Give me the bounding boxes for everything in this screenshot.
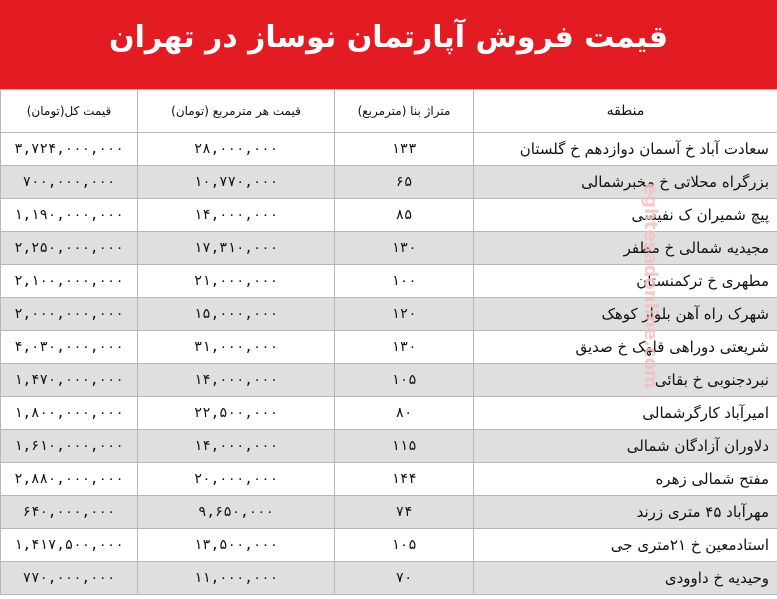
area-cell: ۸۵ [335, 199, 474, 232]
area-cell: ۱۲۰ [335, 298, 474, 331]
area-cell: ۱۱۵ [335, 430, 474, 463]
area-cell: ۱۴۴ [335, 463, 474, 496]
area-cell: ۸۰ [335, 397, 474, 430]
price-per-m2-cell: ۳۱,۰۰۰,۰۰۰ [138, 331, 335, 364]
region-cell: نبردجنوبی خ بقائی [474, 364, 777, 397]
header-area: متراژ بنا (مترمربع) [335, 90, 474, 133]
region-cell: مفتح شمالی زهره [474, 463, 777, 496]
price-per-m2-cell: ۲۰,۰۰۰,۰۰۰ [138, 463, 335, 496]
area-cell: ۱۰۵ [335, 364, 474, 397]
table-row [1, 397, 777, 430]
watermark: eghtesadonline.com [640, 183, 661, 389]
table-header-row [1, 90, 777, 133]
area-cell: ۱۰۵ [335, 529, 474, 562]
table-row [1, 166, 777, 199]
area-cell: ۱۳۰ [335, 232, 474, 265]
area-cell: ۱۳۰ [335, 331, 474, 364]
total-price-cell: ۲,۲۵۰,۰۰۰,۰۰۰ [1, 232, 138, 265]
total-price-cell: ۲,۱۰۰,۰۰۰,۰۰۰ [1, 265, 138, 298]
total-price-cell: ۳,۷۲۴,۰۰۰,۰۰۰ [1, 133, 138, 166]
region-cell: بزرگراه محلاتی خ مخبرشمالی [474, 166, 777, 199]
region-cell: پیچ شمیران ک نفیسی [474, 199, 777, 232]
region-cell: دلاوران آزادگان شمالی [474, 430, 777, 463]
total-price-cell: ۱,۱۹۰,۰۰۰,۰۰۰ [1, 199, 138, 232]
total-price-cell: ۲,۰۰۰,۰۰۰,۰۰۰ [1, 298, 138, 331]
area-cell: ۷۰ [335, 562, 474, 595]
price-per-m2-cell: ۱۳,۵۰۰,۰۰۰ [138, 529, 335, 562]
area-cell: ۷۴ [335, 496, 474, 529]
price-per-m2-cell: ۲۸,۰۰۰,۰۰۰ [138, 133, 335, 166]
total-price-cell: ۱,۴۷۰,۰۰۰,۰۰۰ [1, 364, 138, 397]
page-title: قیمت فروش آپارتمان نوساز در تهران [108, 20, 669, 55]
price-per-m2-cell: ۱۴,۰۰۰,۰۰۰ [138, 364, 335, 397]
region-cell: امیرآباد کارگرشمالی [474, 397, 777, 430]
area-cell: ۶۵ [335, 166, 474, 199]
total-price-cell: ۷۰۰,۰۰۰,۰۰۰ [1, 166, 138, 199]
table-row [1, 463, 777, 496]
total-price-cell: ۱,۴۱۷,۵۰۰,۰۰۰ [1, 529, 138, 562]
area-cell: ۱۰۰ [335, 265, 474, 298]
price-per-m2-cell: ۱۷,۳۱۰,۰۰۰ [138, 232, 335, 265]
table-row [1, 496, 777, 529]
total-price-cell: ۷۷۰,۰۰۰,۰۰۰ [1, 562, 138, 595]
total-price-cell: ۶۴۰,۰۰۰,۰۰۰ [1, 496, 138, 529]
price-per-m2-cell: ۱۱,۰۰۰,۰۰۰ [138, 562, 335, 595]
price-per-m2-cell: ۲۱,۰۰۰,۰۰۰ [138, 265, 335, 298]
region-cell: مهرآباد ۴۵ متری زرند [474, 496, 777, 529]
region-cell: مجیدیه شمالی خ مظفر [474, 232, 777, 265]
header-price-per-m2: قیمت هر مترمربع (تومان) [138, 90, 335, 133]
region-cell: شهرک راه آهن بلوار کوهک [474, 298, 777, 331]
price-per-m2-cell: ۱۰,۷۷۰,۰۰۰ [138, 166, 335, 199]
price-per-m2-cell: ۹,۶۵۰,۰۰۰ [138, 496, 335, 529]
region-cell: شریعتی دوراهی قلهک خ صدیق [474, 331, 777, 364]
region-cell: وحیدیه خ داوودی [474, 562, 777, 595]
price-table [0, 89, 777, 595]
total-price-cell: ۲,۸۸۰,۰۰۰,۰۰۰ [1, 463, 138, 496]
price-per-m2-cell: ۱۵,۰۰۰,۰۰۰ [138, 298, 335, 331]
table-row [1, 199, 777, 232]
table-body [1, 133, 777, 595]
header-region: منطقه [474, 90, 777, 133]
table-row [1, 133, 777, 166]
table-row [1, 331, 777, 364]
table-row [1, 529, 777, 562]
price-per-m2-cell: ۲۲,۵۰۰,۰۰۰ [138, 397, 335, 430]
region-cell: سعادت آباد خ آسمان دوازدهم خ گلستان [474, 133, 777, 166]
total-price-cell: ۱,۸۰۰,۰۰۰,۰۰۰ [1, 397, 138, 430]
header-total-price: قیمت کل(تومان) [1, 90, 138, 133]
table-row [1, 364, 777, 397]
table-row [1, 430, 777, 463]
table-row [1, 298, 777, 331]
table-row [1, 265, 777, 298]
table-row [1, 562, 777, 595]
table-row [1, 232, 777, 265]
area-cell: ۱۳۳ [335, 133, 474, 166]
region-cell: استادمعین خ ۲۱متری جی [474, 529, 777, 562]
price-per-m2-cell: ۱۴,۰۰۰,۰۰۰ [138, 199, 335, 232]
region-cell: مطهری خ ترکمنستان [474, 265, 777, 298]
total-price-cell: ۱,۶۱۰,۰۰۰,۰۰۰ [1, 430, 138, 463]
price-per-m2-cell: ۱۴,۰۰۰,۰۰۰ [138, 430, 335, 463]
total-price-cell: ۴,۰۳۰,۰۰۰,۰۰۰ [1, 331, 138, 364]
title-bar [0, 0, 777, 89]
